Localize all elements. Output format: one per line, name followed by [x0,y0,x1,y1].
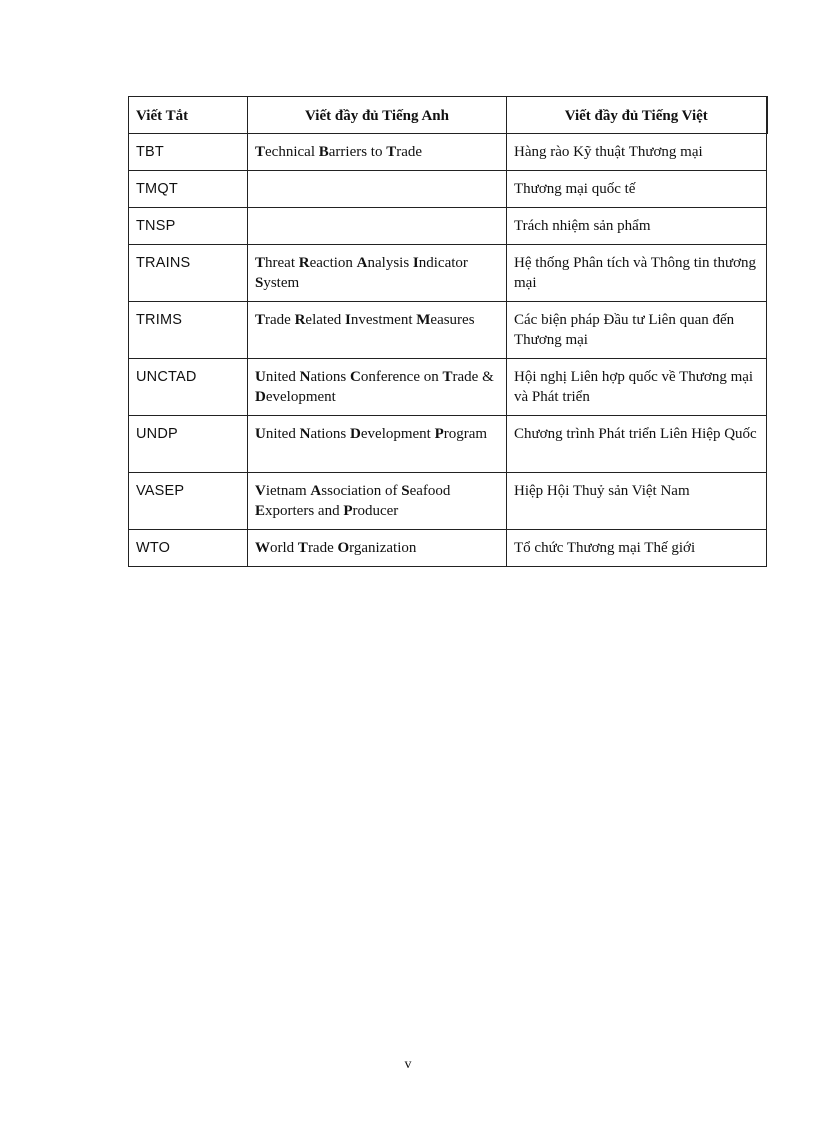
table-row [129,208,767,245]
acronym-initial-letter: A [356,255,368,271]
abbreviation-cell: TBT [129,134,248,171]
english-word-rest: rogram [443,426,488,442]
acronym-initial-letter: M [416,312,431,328]
acronym-initial-letter: P [343,503,353,519]
table-row [129,302,767,359]
acronym-initial-letter: E [255,503,266,519]
acronym-initial-letter: T [297,540,308,556]
header-english-full: Viết đầy đủ Tiếng Anh [248,97,507,134]
vietnamese-cell: Tổ chức Thương mại Thế giới [507,530,767,567]
english-word-rest: nited [265,426,300,442]
acronym-initial-letter: W [255,540,270,556]
abbreviation-cell: UNDP [129,416,248,473]
acronym-initial-letter: T [386,144,397,160]
english-word-rest: eafood [409,483,451,499]
acronym-initial-letter: R [294,312,306,328]
acronym-initial-letter: I [344,312,351,328]
english-word-rest: onference on [360,369,443,385]
english-cell [248,208,507,245]
acronym-initial-letter: U [255,369,266,385]
acronym-initial-letter: T [442,369,453,385]
acronym-initial-letter: D [255,389,266,405]
english-word-rest: nited [265,369,300,385]
acronym-initial-letter: T [255,255,266,271]
abbreviations-table [128,96,768,567]
table-body [129,134,767,567]
english-cell [248,530,507,567]
abbreviation-cell: WTO [129,530,248,567]
acronym-initial-letter: I [412,255,419,271]
english-word-rest: rade [265,312,295,328]
table-row [129,530,767,567]
acronym-initial-letter: R [298,255,310,271]
table-row [129,134,767,171]
header-vietnamese-full: Viết đầy đủ Tiếng Việt [507,97,767,134]
vietnamese-cell: Trách nhiệm sản phẩm [507,208,767,245]
acronym-initial-letter: C [350,369,361,385]
english-word-rest: ystem [263,275,300,291]
table-row [129,416,767,473]
page-number: v [404,1057,412,1072]
table-row [129,171,767,208]
english-word-rest: eaction [309,255,357,271]
english-word-rest: elated [305,312,345,328]
abbreviation-cell: TRAINS [129,245,248,302]
english-cell [248,302,507,359]
english-word-rest: evelopment [360,426,435,442]
english-cell [248,473,507,530]
english-word-rest: ssociation of [321,483,402,499]
abbreviation-cell: TRIMS [129,302,248,359]
acronym-initial-letter: V [255,483,266,499]
acronym-initial-letter: S [401,483,410,499]
acronym-initial-letter: N [299,369,311,385]
vietnamese-cell: Hội nghị Liên hợp quốc về Thương mại và Phát triển [507,359,767,416]
english-word-rest: ndicator [418,255,468,271]
abbreviation-cell: VASEP [129,473,248,530]
english-word-rest: xporters and [265,503,344,519]
english-word-rest: easures [430,312,475,328]
acronym-initial-letter: O [337,540,350,556]
abbreviation-cell: TNSP [129,208,248,245]
english-cell [248,359,507,416]
table-row [129,245,767,302]
english-word-rest: orld [270,540,298,556]
english-word-rest: rade [307,540,338,556]
english-cell [248,245,507,302]
vietnamese-cell: Các biện pháp Đầu tư Liên quan đến Thương mại [507,302,767,359]
table-row [129,359,767,416]
acronym-initial-letter: P [434,426,444,442]
vietnamese-cell: Chương trình Phát triển Liên Hiệp Quốc [507,416,767,473]
english-cell [248,134,507,171]
english-word-rest: ations [310,369,351,385]
abbreviation-cell: TMQT [129,171,248,208]
acronym-initial-letter: B [318,144,329,160]
vietnamese-cell: Hệ thống Phân tích và Thông tin thương mại [507,245,767,302]
english-word-rest: evelopment [265,389,336,405]
acronym-initial-letter: N [299,426,311,442]
vietnamese-cell: Hiệp Hội Thuỷ sản Việt Nam [507,473,767,530]
acronym-initial-letter: A [310,483,322,499]
english-word-rest: roducer [352,503,399,519]
acronym-initial-letter: T [255,144,266,160]
english-word-rest: arriers to [328,144,387,160]
table-row [129,473,767,530]
english-word-rest: echnical [265,144,319,160]
english-word-rest: ietnam [265,483,311,499]
english-word-rest: nalysis [367,255,413,271]
english-word-rest: nvestment [350,312,417,328]
vietnamese-cell: Thương mại quốc tế [507,171,767,208]
abbreviation-cell: UNCTAD [129,359,248,416]
header-abbreviation: Viết Tắt [129,97,248,134]
english-cell [248,416,507,473]
acronym-initial-letter: D [350,426,361,442]
acronym-initial-letter: S [255,275,264,291]
english-word-rest: ations [310,426,351,442]
english-word-rest: rade [396,144,423,160]
acronym-initial-letter: U [255,426,266,442]
english-word-rest: rade & [452,369,494,385]
english-word-rest: hreat [265,255,299,271]
table-header-row [129,97,767,134]
english-cell [248,171,507,208]
english-word-rest: rganization [349,540,417,556]
vietnamese-cell: Hàng rào Kỹ thuật Thương mại [507,134,767,171]
acronym-initial-letter: T [255,312,266,328]
